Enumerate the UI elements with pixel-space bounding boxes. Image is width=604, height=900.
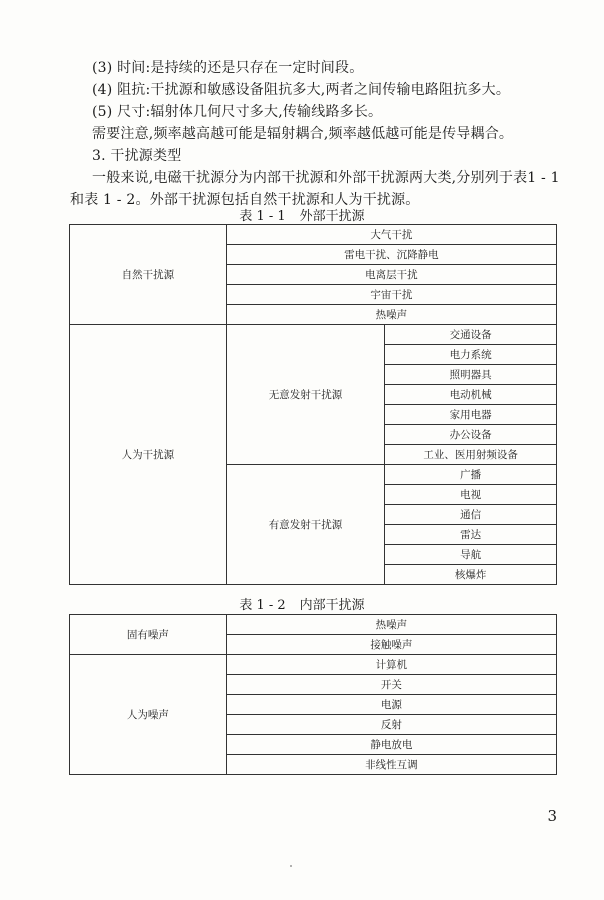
row-header-manmade: 人为干扰源 bbox=[70, 325, 227, 585]
table1-caption-number: 表 1 - 1 bbox=[239, 209, 286, 224]
paragraph-intro-line1: 一般来说,电磁干扰源分为内部干扰源和外部干扰源两大类,分别列于表1 - 1 bbox=[92, 170, 560, 186]
table-cell: 电视 bbox=[385, 485, 557, 505]
section-heading: 3. 干扰源类型 bbox=[92, 148, 182, 164]
table-external-sources bbox=[69, 224, 557, 585]
row-subheader-unintentional: 无意发射干扰源 bbox=[226, 325, 385, 465]
table-cell: 热噪声 bbox=[226, 615, 556, 635]
table-cell: 大气干扰 bbox=[226, 225, 556, 245]
paragraph-size: (5) 尺寸:辐射体几何尺寸多大,传输线路多长。 bbox=[92, 104, 383, 120]
table-cell: 雷达 bbox=[385, 525, 557, 545]
table-cell: 导航 bbox=[385, 545, 557, 565]
table-internal-sources bbox=[69, 614, 557, 775]
table-cell: 热噪声 bbox=[226, 305, 556, 325]
table-row bbox=[70, 325, 557, 345]
table1-caption bbox=[0, 205, 604, 224]
table-cell: 静电放电 bbox=[226, 735, 556, 755]
table-cell: 交通设备 bbox=[385, 325, 557, 345]
table-cell: 反射 bbox=[226, 715, 556, 735]
paragraph-note: 需要注意,频率越高越可能是辐射耦合,频率越低越可能是传导耦合。 bbox=[92, 126, 514, 142]
row-header-inherent: 固有噪声 bbox=[70, 615, 227, 655]
page-number: 3 bbox=[547, 807, 557, 825]
row-header-natural: 自然干扰源 bbox=[70, 225, 227, 325]
table-cell: 雷电干扰、沉降静电 bbox=[226, 245, 556, 265]
table-cell: 办公设备 bbox=[385, 425, 557, 445]
table-cell: 照明器具 bbox=[385, 365, 557, 385]
table2-caption-title: 内部干扰源 bbox=[299, 598, 365, 613]
table-cell: 电动机械 bbox=[385, 385, 557, 405]
paragraph-impedance: (4) 阻抗:干扰源和敏感设备阻抗多大,两者之间传输电路阻抗多大。 bbox=[92, 82, 511, 98]
table1-caption-title: 外部干扰源 bbox=[299, 209, 365, 224]
table-cell: 工业、医用射频设备 bbox=[385, 445, 557, 465]
row-subheader-intentional: 有意发射干扰源 bbox=[226, 465, 385, 585]
table-row bbox=[70, 655, 557, 675]
table2-caption bbox=[0, 594, 604, 613]
row-header-manmade-noise: 人为噪声 bbox=[70, 655, 227, 775]
scan-speck bbox=[290, 865, 292, 867]
table-cell: 家用电器 bbox=[385, 405, 557, 425]
table-cell: 计算机 bbox=[226, 655, 556, 675]
table-row bbox=[70, 615, 557, 635]
table-cell: 非线性互调 bbox=[226, 755, 556, 775]
table-cell: 电力系统 bbox=[385, 345, 557, 365]
table-cell: 宇宙干扰 bbox=[226, 285, 556, 305]
table-cell: 开关 bbox=[226, 675, 556, 695]
table-cell: 电离层干扰 bbox=[226, 265, 556, 285]
table-cell: 核爆炸 bbox=[385, 565, 557, 585]
table-cell: 广播 bbox=[385, 465, 557, 485]
table2-caption-number: 表 1 - 2 bbox=[239, 598, 286, 613]
paragraph-time: (3) 时间:是持续的还是只存在一定时间段。 bbox=[92, 60, 364, 76]
table-cell: 通信 bbox=[385, 505, 557, 525]
table-cell: 接触噪声 bbox=[226, 635, 556, 655]
paragraph-intro-line2: 和表 1 - 2。外部干扰源包括自然干扰源和人为干扰源。 bbox=[70, 192, 420, 208]
table-row bbox=[70, 225, 557, 245]
table-cell: 电源 bbox=[226, 695, 556, 715]
